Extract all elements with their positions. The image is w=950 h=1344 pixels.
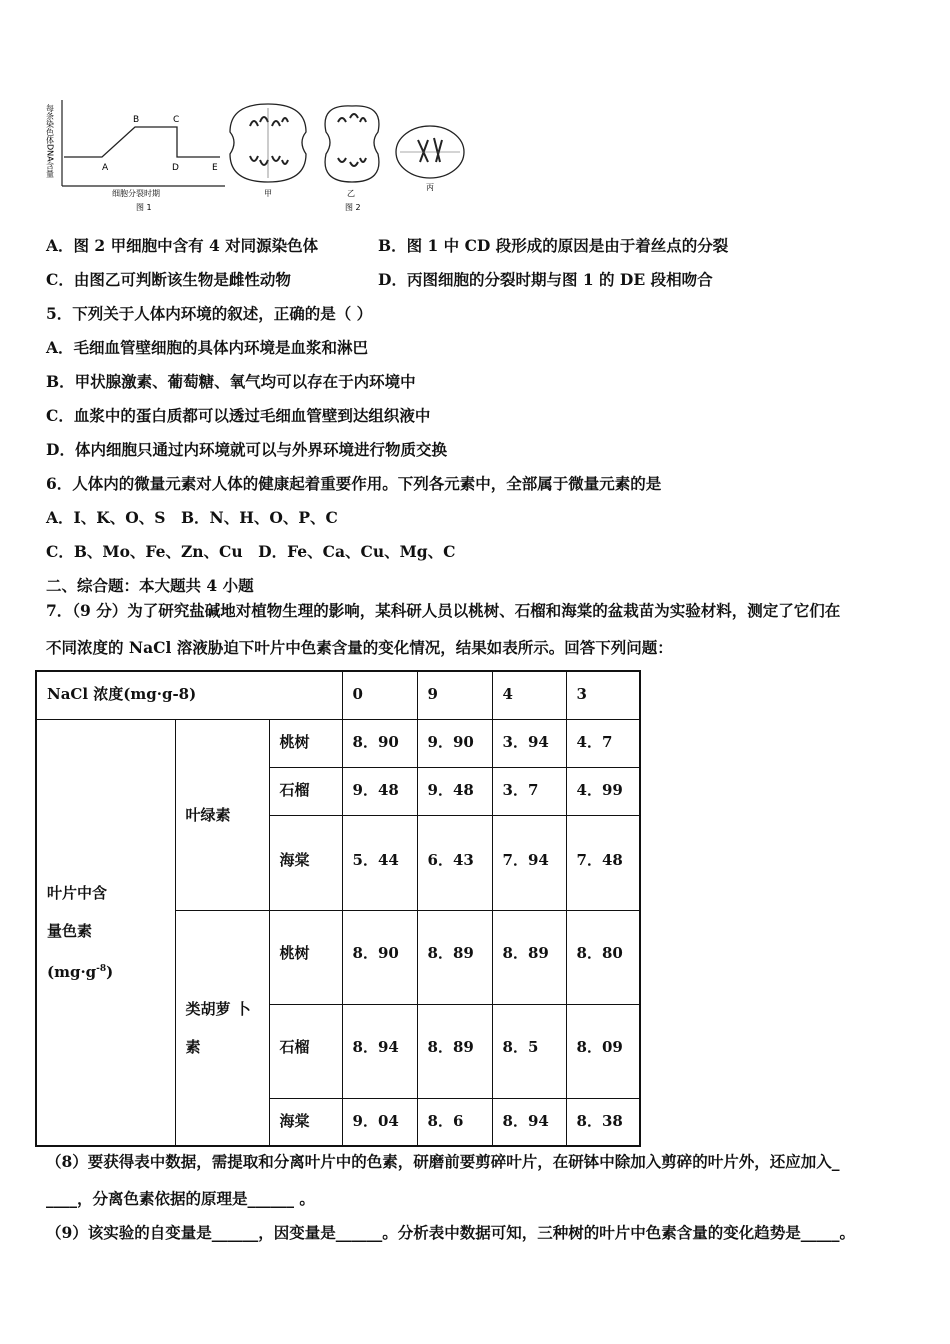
plant-name: 石榴 — [269, 767, 342, 815]
fig1-caption: 图 1 — [136, 203, 152, 212]
table-cell: 8．6 — [417, 1098, 492, 1146]
cell-yi-label: 乙 — [347, 189, 355, 198]
figure-cell-division — [40, 92, 480, 216]
table-cell: 8．90 — [342, 719, 417, 767]
table-cell: 8．89 — [417, 910, 492, 1004]
plant-name: 桃树 — [269, 719, 342, 767]
header-nacl-label: NaCl 浓度(mg·g-8) — [36, 671, 342, 719]
row-group-label-line2: 量色素 — [47, 921, 93, 940]
cell-bing — [396, 126, 464, 192]
table-cell: 9．48 — [342, 767, 417, 815]
fig1-x-axis-label: 细胞分裂时期 — [112, 189, 160, 198]
pigment-carotenoid-line1: 类胡萝 卜 — [185, 999, 251, 1018]
section-title: 二、综合题：本大题共 4 小题 — [46, 576, 254, 595]
q5-stem: 5．下列关于人体内环境的叙述，正确的是（ ） — [46, 304, 373, 323]
q4-option-a: A．图 2 甲细胞中含有 4 对同源染色体 — [46, 236, 319, 255]
pigment-carotenoid — [175, 910, 269, 1146]
header-col: 4 — [492, 671, 566, 719]
point-c: C — [173, 115, 180, 125]
table-cell: 8．38 — [566, 1098, 640, 1146]
plant-name: 石榴 — [269, 1004, 342, 1098]
row-group-unit: $(mg\cdot g^{-8})$ — [47, 962, 114, 981]
table-cell: 7．48 — [566, 815, 640, 910]
table-cell: 4．7 — [566, 719, 640, 767]
table-cell: 8．90 — [342, 910, 417, 1004]
table-cell: 4．99 — [566, 767, 640, 815]
pigment-table — [35, 670, 641, 1147]
q5-option-d: D．体内细胞只通过内环境就可以与外界环境进行物质交换 — [46, 440, 447, 459]
pigment-carotenoid-line2: 素 — [185, 1037, 201, 1056]
cell-yi — [325, 106, 379, 212]
q4-option-c: C．由图乙可判断该生物是雌性动物 — [46, 270, 291, 289]
fig1-y-axis-label: 每条染色体DNA含量 — [45, 104, 55, 178]
table-cell: 8．94 — [342, 1004, 417, 1098]
table-cell: 7．94 — [492, 815, 566, 910]
table-cell: 8．94 — [492, 1098, 566, 1146]
q7-part9: （9）该实验的自变量是______，因变量是______。分析表中数据可知，三种树的叶片中色素含量的变化趋势是_____。 — [46, 1223, 856, 1242]
table-header-row — [36, 671, 640, 719]
point-b: B — [133, 115, 140, 125]
fig2-caption: 图 2 — [345, 203, 361, 212]
header-col: 9 — [417, 671, 492, 719]
table-cell: 9．90 — [417, 719, 492, 767]
table-row — [36, 719, 640, 767]
table-cell: 8．89 — [417, 1004, 492, 1098]
table-cell: 9．48 — [417, 767, 492, 815]
q5-option-a: A．毛细血管壁细胞的具体内环境是血浆和淋巴 — [46, 338, 369, 357]
q4-option-b: B．图 1 中 CD 段形成的原因是由于着丝点的分裂 — [378, 236, 729, 255]
table-cell: 9．04 — [342, 1098, 417, 1146]
point-a: A — [102, 163, 109, 173]
q7-line2: 不同浓度的 NaCl 溶液胁迫下叶片中色素含量的变化情况，结果如表所示。回答下列问题： — [46, 638, 673, 657]
table-cell: 8．89 — [492, 910, 566, 1004]
table-cell: 8．5 — [492, 1004, 566, 1098]
plant-name: 桃树 — [269, 910, 342, 1004]
point-d: D — [172, 163, 179, 173]
cell-bing-label: 丙 — [426, 183, 434, 192]
table-cell: 6．43 — [417, 815, 492, 910]
table-cell: 3．94 — [492, 719, 566, 767]
dna-curve — [64, 127, 220, 157]
table-cell: 3．7 — [492, 767, 566, 815]
q7-part8-line2: ____，分离色素依据的原理是______ 。 — [46, 1189, 315, 1208]
graph-fig1 — [46, 100, 226, 212]
table-cell: 8．09 — [566, 1004, 640, 1098]
q4-option-d: D．丙图细胞的分裂时期与图 1 的 DE 段相吻合 — [378, 270, 713, 289]
q5-option-c: C．血浆中的蛋白质都可以透过毛细血管壁到达组织液中 — [46, 406, 431, 425]
figure-svg — [40, 92, 480, 216]
plant-name: 海棠 — [269, 1098, 342, 1146]
cell-jia-label: 甲 — [264, 189, 272, 198]
point-e: E — [212, 163, 218, 173]
q6-options-line2: C．B、Mo、Fe、Zn、Cu D．Fe、Ca、Cu、Mg、C — [46, 542, 456, 561]
row-group-label-line1: 叶片中含 — [47, 883, 108, 902]
table-cell: 5．44 — [342, 815, 417, 910]
row-group-label — [36, 719, 175, 1146]
q6-options-line1: A．I、K、O、S B．N、H、O、P、C — [46, 508, 338, 527]
q7-line1: 7．（9 分）为了研究盐碱地对植物生理的影响，某科研人员以桃树、石榴和海棠的盆栽苗为实验材料，测定了它们在 — [46, 601, 841, 620]
header-col: 3 — [566, 671, 640, 719]
header-col: 0 — [342, 671, 417, 719]
q6-stem: 6．人体内的微量元素对人体的健康起着重要作用。下列各元素中，全部属于微量元素的是 — [46, 474, 662, 493]
table-cell: 8．80 — [566, 910, 640, 1004]
cell-jia — [230, 104, 306, 198]
plant-name: 海棠 — [269, 815, 342, 910]
q5-option-b: B．甲状腺激素、葡萄糖、氧气均可以存在于内环境中 — [46, 372, 416, 391]
pigment-chlorophyll: 叶绿素 — [175, 719, 269, 910]
q7-part8-line1: （8）要获得表中数据，需提取和分离叶片中的色素，研磨前要剪碎叶片，在研钵中除加入剪碎的叶片外，还应加入_ — [46, 1152, 840, 1171]
